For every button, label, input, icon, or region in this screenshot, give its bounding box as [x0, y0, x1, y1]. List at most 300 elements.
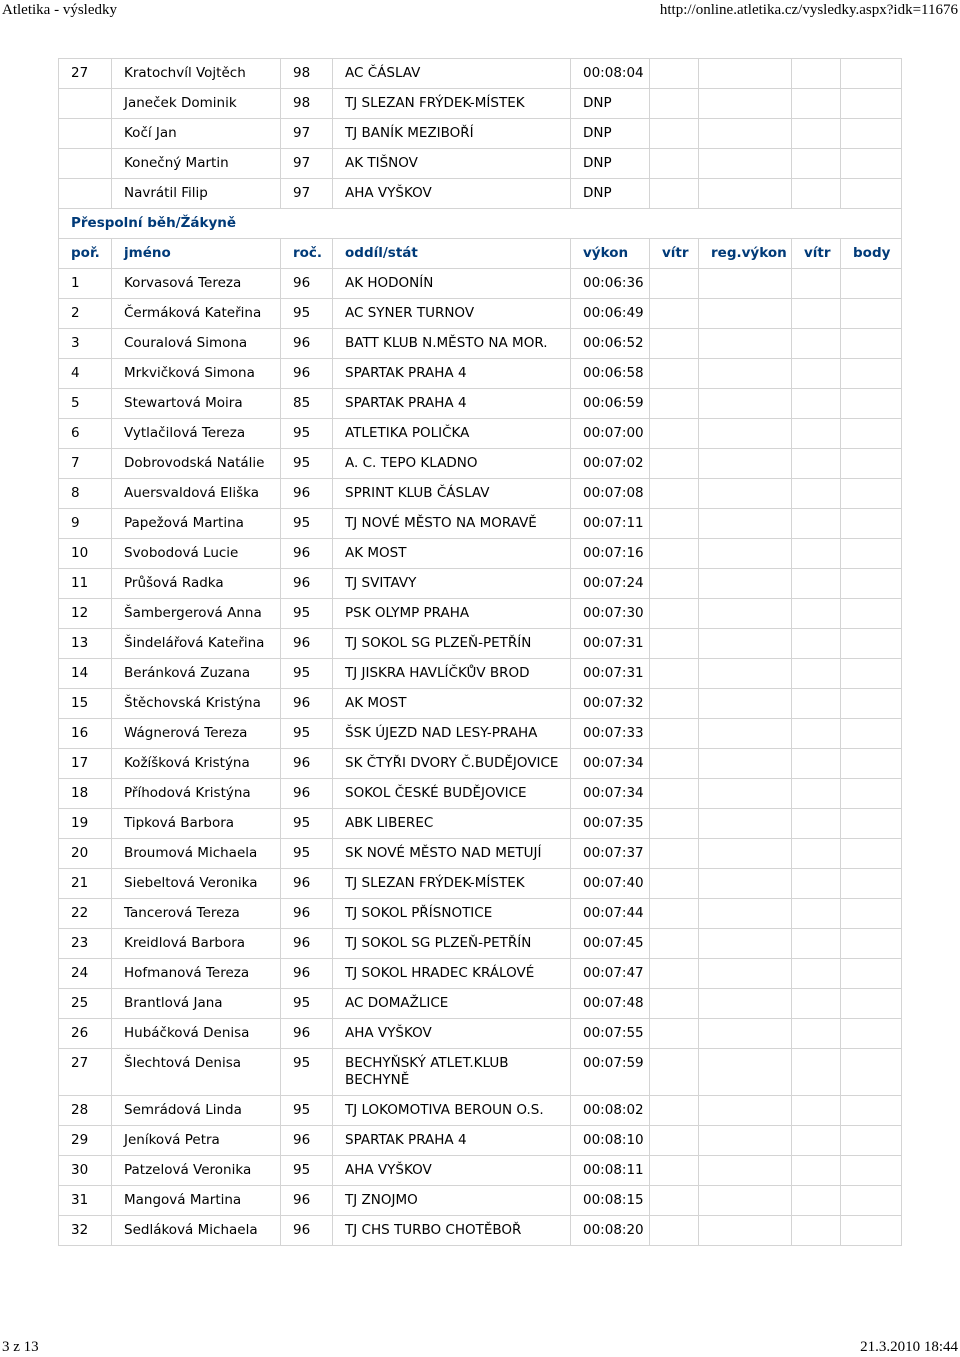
- cell-year: 96: [281, 629, 333, 659]
- table-row: [59, 779, 902, 809]
- cell-reg-result: [699, 659, 792, 689]
- cell-wind: [650, 1216, 699, 1246]
- table-row: [59, 689, 902, 719]
- page-title: Atletika - výsledky: [2, 2, 117, 18]
- cell-year: 95: [281, 719, 333, 749]
- cell-reg-wind: [792, 749, 841, 779]
- cell-points: [841, 119, 902, 149]
- cell-year: 96: [281, 1216, 333, 1246]
- table-row: [59, 119, 902, 149]
- cell-wind: [650, 119, 699, 149]
- cell-rank: 5: [59, 389, 112, 419]
- cell-year: 95: [281, 809, 333, 839]
- cell-reg-wind: [792, 299, 841, 329]
- cell-year: 97: [281, 149, 333, 179]
- cell-reg-wind: [792, 449, 841, 479]
- cell-club: TJ CHS TURBO CHOTĚBOŘ: [333, 1216, 571, 1246]
- cell-year: 96: [281, 359, 333, 389]
- cell-points: [841, 839, 902, 869]
- cell-wind: [650, 149, 699, 179]
- cell-wind: [650, 389, 699, 419]
- cell-reg-wind: [792, 929, 841, 959]
- cell-result: DNP: [571, 119, 650, 149]
- cell-club: AC SYNER TURNOV: [333, 299, 571, 329]
- cell-rank: 3: [59, 329, 112, 359]
- cell-points: [841, 929, 902, 959]
- cell-reg-wind: [792, 1049, 841, 1096]
- table-row: [59, 809, 902, 839]
- table-row: [59, 449, 902, 479]
- cell-reg-wind: [792, 59, 841, 89]
- cell-result: 00:06:58: [571, 359, 650, 389]
- cell-result: 00:06:49: [571, 299, 650, 329]
- cell-result: 00:07:48: [571, 989, 650, 1019]
- cell-reg-wind: [792, 1216, 841, 1246]
- cell-year: 96: [281, 539, 333, 569]
- cell-reg-wind: [792, 419, 841, 449]
- table-row: [59, 1156, 902, 1186]
- cell-reg-wind: [792, 1019, 841, 1049]
- cell-club: TJ NOVÉ MĚSTO NA MORAVĚ: [333, 509, 571, 539]
- cell-reg-result: [699, 1216, 792, 1246]
- cell-points: [841, 719, 902, 749]
- cell-reg-wind: [792, 719, 841, 749]
- cell-name: Tancerová Tereza: [112, 899, 281, 929]
- cell-reg-wind: [792, 779, 841, 809]
- cell-name: Navrátil Filip: [112, 179, 281, 209]
- cell-wind: [650, 299, 699, 329]
- table-row: [59, 989, 902, 1019]
- cell-reg-wind: [792, 89, 841, 119]
- cell-result: 00:07:33: [571, 719, 650, 749]
- cell-club: AHA VYŠKOV: [333, 1019, 571, 1049]
- cell-reg-result: [699, 179, 792, 209]
- cell-result: 00:07:00: [571, 419, 650, 449]
- cell-reg-result: [699, 1156, 792, 1186]
- cell-wind: [650, 479, 699, 509]
- table-row: [59, 479, 902, 509]
- cell-club: AK MOST: [333, 689, 571, 719]
- cell-year: 95: [281, 989, 333, 1019]
- cell-rank: 20: [59, 839, 112, 869]
- table-row: [59, 1186, 902, 1216]
- cell-result: 00:07:34: [571, 779, 650, 809]
- cell-points: [841, 1186, 902, 1216]
- table-row: [59, 419, 902, 449]
- cell-name: Svobodová Lucie: [112, 539, 281, 569]
- cell-club: PSK OLYMP PRAHA: [333, 599, 571, 629]
- cell-rank: 28: [59, 1096, 112, 1126]
- cell-club: AK TIŠNOV: [333, 149, 571, 179]
- cell-reg-result: [699, 809, 792, 839]
- cell-name: Hofmanová Tereza: [112, 959, 281, 989]
- column-header-row: [59, 239, 902, 269]
- cell-wind: [650, 749, 699, 779]
- cell-reg-result: [699, 89, 792, 119]
- cell-points: [841, 329, 902, 359]
- cell-reg-result: [699, 1096, 792, 1126]
- cell-rank: [59, 179, 112, 209]
- table-row: [59, 839, 902, 869]
- cell-result: 00:07:45: [571, 929, 650, 959]
- cell-rank: 19: [59, 809, 112, 839]
- cell-club: TJ SOKOL SG PLZEŇ-PETŘÍN: [333, 629, 571, 659]
- cell-name: Průšová Radka: [112, 569, 281, 599]
- cell-points: [841, 899, 902, 929]
- cell-year: 95: [281, 659, 333, 689]
- cell-club: SOKOL ČESKÉ BUDĚJOVICE: [333, 779, 571, 809]
- cell-points: [841, 749, 902, 779]
- cell-reg-result: [699, 1186, 792, 1216]
- cell-reg-result: [699, 959, 792, 989]
- table-row: [59, 89, 902, 119]
- cell-year: 85: [281, 389, 333, 419]
- col-result: výkon: [571, 239, 650, 269]
- cell-name: Konečný Martin: [112, 149, 281, 179]
- cell-club: AK HODONÍN: [333, 269, 571, 299]
- cell-year: 95: [281, 1049, 333, 1096]
- cell-reg-wind: [792, 1096, 841, 1126]
- cell-wind: [650, 539, 699, 569]
- page-header: [0, 0, 960, 20]
- cell-year: 96: [281, 479, 333, 509]
- cell-result: 00:07:35: [571, 809, 650, 839]
- cell-reg-wind: [792, 539, 841, 569]
- cell-year: 95: [281, 299, 333, 329]
- table-row: [59, 1096, 902, 1126]
- cell-wind: [650, 629, 699, 659]
- cell-reg-result: [699, 269, 792, 299]
- cell-points: [841, 869, 902, 899]
- cell-result: 00:07:55: [571, 1019, 650, 1049]
- cell-reg-wind: [792, 179, 841, 209]
- cell-name: Šambergerová Anna: [112, 599, 281, 629]
- cell-year: 95: [281, 449, 333, 479]
- cell-reg-result: [699, 929, 792, 959]
- cell-name: Kratochvíl Vojtěch: [112, 59, 281, 89]
- cell-name: Sedláková Michaela: [112, 1216, 281, 1246]
- cell-result: 00:06:36: [571, 269, 650, 299]
- cell-club: ATLETIKA POLIČKA: [333, 419, 571, 449]
- cell-year: 95: [281, 1096, 333, 1126]
- section-header: [59, 209, 902, 269]
- cell-wind: [650, 89, 699, 119]
- cell-points: [841, 779, 902, 809]
- cell-club: TJ SOKOL HRADEC KRÁLOVÉ: [333, 959, 571, 989]
- cell-reg-wind: [792, 509, 841, 539]
- cell-points: [841, 509, 902, 539]
- cell-wind: [650, 1156, 699, 1186]
- table-row: [59, 1126, 902, 1156]
- cell-club: SPARTAK PRAHA 4: [333, 359, 571, 389]
- cell-rank: 11: [59, 569, 112, 599]
- cell-reg-result: [699, 419, 792, 449]
- cell-reg-wind: [792, 479, 841, 509]
- cell-reg-result: [699, 59, 792, 89]
- cell-reg-result: [699, 149, 792, 179]
- cell-name: Kožíšková Kristýna: [112, 749, 281, 779]
- cell-reg-wind: [792, 389, 841, 419]
- cell-result: 00:07:32: [571, 689, 650, 719]
- cell-wind: [650, 599, 699, 629]
- cell-reg-wind: [792, 809, 841, 839]
- cell-name: Janeček Dominik: [112, 89, 281, 119]
- cell-wind: [650, 449, 699, 479]
- print-datetime: 21.3.2010 18:44: [860, 1339, 958, 1355]
- cell-reg-result: [699, 599, 792, 629]
- cell-year: 95: [281, 419, 333, 449]
- cell-rank: 2: [59, 299, 112, 329]
- cell-reg-result: [699, 1049, 792, 1096]
- cell-club: ABK LIBEREC: [333, 809, 571, 839]
- cell-rank: 23: [59, 929, 112, 959]
- cell-result: 00:07:47: [571, 959, 650, 989]
- cell-result: 00:07:11: [571, 509, 650, 539]
- cell-points: [841, 1049, 902, 1096]
- cell-reg-wind: [792, 149, 841, 179]
- cell-reg-result: [699, 719, 792, 749]
- cell-club: SPARTAK PRAHA 4: [333, 389, 571, 419]
- cell-result: DNP: [571, 179, 650, 209]
- cell-name: Dobrovodská Natálie: [112, 449, 281, 479]
- col-points: body: [841, 239, 902, 269]
- cell-rank: 26: [59, 1019, 112, 1049]
- cell-club: TJ ZNOJMO: [333, 1186, 571, 1216]
- cell-points: [841, 419, 902, 449]
- cell-reg-result: [699, 629, 792, 659]
- table-row: [59, 299, 902, 329]
- cell-points: [841, 809, 902, 839]
- cell-points: [841, 1096, 902, 1126]
- cell-rank: 30: [59, 1156, 112, 1186]
- cell-points: [841, 1216, 902, 1246]
- cell-reg-result: [699, 749, 792, 779]
- cell-result: 00:07:24: [571, 569, 650, 599]
- cell-reg-result: [699, 119, 792, 149]
- cell-name: Broumová Michaela: [112, 839, 281, 869]
- cell-reg-result: [699, 839, 792, 869]
- cell-reg-result: [699, 509, 792, 539]
- table-row: [59, 599, 902, 629]
- cell-reg-wind: [792, 839, 841, 869]
- cell-club: TJ SOKOL PŘÍSNOTICE: [333, 899, 571, 929]
- cell-points: [841, 989, 902, 1019]
- cell-wind: [650, 869, 699, 899]
- cell-name: Brantlová Jana: [112, 989, 281, 1019]
- cell-wind: [650, 719, 699, 749]
- cell-points: [841, 149, 902, 179]
- table-row: [59, 959, 902, 989]
- table-row: [59, 389, 902, 419]
- cell-rank: [59, 119, 112, 149]
- page-footer: [0, 1337, 960, 1357]
- cell-year: 96: [281, 269, 333, 299]
- cell-points: [841, 569, 902, 599]
- cell-wind: [650, 329, 699, 359]
- cell-name: Beránková Zuzana: [112, 659, 281, 689]
- cell-year: 96: [281, 1126, 333, 1156]
- results-table: [58, 58, 902, 1246]
- cell-rank: 15: [59, 689, 112, 719]
- cell-club: TJ BANÍK MEZIBOŘÍ: [333, 119, 571, 149]
- cell-result: 00:07:31: [571, 629, 650, 659]
- table-row: [59, 179, 902, 209]
- previous-category-rows: [59, 59, 902, 209]
- cell-year: 96: [281, 749, 333, 779]
- cell-reg-result: [699, 479, 792, 509]
- cell-points: [841, 629, 902, 659]
- cell-reg-result: [699, 539, 792, 569]
- cell-points: [841, 179, 902, 209]
- cell-rank: 25: [59, 989, 112, 1019]
- cell-result: 00:08:11: [571, 1156, 650, 1186]
- table-row: [59, 1019, 902, 1049]
- cell-reg-result: [699, 869, 792, 899]
- cell-result: DNP: [571, 149, 650, 179]
- cell-year: 95: [281, 1156, 333, 1186]
- cell-result: DNP: [571, 89, 650, 119]
- cell-result: 00:07:34: [571, 749, 650, 779]
- cell-reg-result: [699, 779, 792, 809]
- cell-rank: 4: [59, 359, 112, 389]
- cell-reg-wind: [792, 1186, 841, 1216]
- cell-club: TJ SLEZAN FRÝDEK-MÍSTEK: [333, 89, 571, 119]
- cell-year: 95: [281, 509, 333, 539]
- cell-points: [841, 659, 902, 689]
- cell-rank: 21: [59, 869, 112, 899]
- page-url: http://online.atletika.cz/vysledky.aspx?idk=11676: [659, 2, 958, 18]
- cell-wind: [650, 959, 699, 989]
- cell-reg-wind: [792, 689, 841, 719]
- cell-result: 00:08:15: [571, 1186, 650, 1216]
- cell-rank: 29: [59, 1126, 112, 1156]
- cell-result: 00:07:37: [571, 839, 650, 869]
- cell-rank: 13: [59, 629, 112, 659]
- cell-result: 00:07:30: [571, 599, 650, 629]
- col-wind: vítr: [650, 239, 699, 269]
- cell-wind: [650, 929, 699, 959]
- cell-club: TJ LOKOMOTIVA BEROUN O.S.: [333, 1096, 571, 1126]
- cell-wind: [650, 989, 699, 1019]
- cell-reg-wind: [792, 569, 841, 599]
- cell-name: Kočí Jan: [112, 119, 281, 149]
- cell-name: Vytlačilová Tereza: [112, 419, 281, 449]
- cell-rank: 32: [59, 1216, 112, 1246]
- cell-rank: 31: [59, 1186, 112, 1216]
- cell-year: 96: [281, 869, 333, 899]
- cell-wind: [650, 839, 699, 869]
- col-rank: poř.: [59, 239, 112, 269]
- cell-wind: [650, 419, 699, 449]
- cell-points: [841, 299, 902, 329]
- cell-reg-wind: [792, 899, 841, 929]
- cell-rank: 16: [59, 719, 112, 749]
- cell-reg-result: [699, 299, 792, 329]
- cell-result: 00:08:20: [571, 1216, 650, 1246]
- cell-club: ŠSK ÚJEZD NAD LESY-PRAHA: [333, 719, 571, 749]
- cell-wind: [650, 509, 699, 539]
- table-row: [59, 1216, 902, 1246]
- cell-club: TJ JISKRA HAVLÍČKŮV BROD: [333, 659, 571, 689]
- cell-reg-wind: [792, 629, 841, 659]
- cell-rank: 18: [59, 779, 112, 809]
- cell-points: [841, 1019, 902, 1049]
- cell-club: TJ SVITAVY: [333, 569, 571, 599]
- cell-wind: [650, 269, 699, 299]
- cell-result: 00:07:02: [571, 449, 650, 479]
- cell-rank: 7: [59, 449, 112, 479]
- cell-result: 00:07:40: [571, 869, 650, 899]
- cell-wind: [650, 359, 699, 389]
- cell-year: 97: [281, 119, 333, 149]
- cell-reg-wind: [792, 599, 841, 629]
- cell-reg-result: [699, 359, 792, 389]
- cell-rank: [59, 89, 112, 119]
- cell-club: AHA VYŠKOV: [333, 1156, 571, 1186]
- cell-points: [841, 689, 902, 719]
- table-row: [59, 539, 902, 569]
- cell-reg-result: [699, 1019, 792, 1049]
- cell-rank: 6: [59, 419, 112, 449]
- cell-name: Šlechtová Denisa: [112, 1049, 281, 1096]
- page-number: 3 z 13: [2, 1339, 39, 1355]
- cell-name: Mangová Martina: [112, 1186, 281, 1216]
- cell-club: TJ SLEZAN FRÝDEK-MÍSTEK: [333, 869, 571, 899]
- cell-reg-result: [699, 329, 792, 359]
- cell-rank: 27: [59, 59, 112, 89]
- cell-reg-wind: [792, 269, 841, 299]
- cell-result: 00:08:04: [571, 59, 650, 89]
- cell-year: 96: [281, 569, 333, 599]
- cell-result: 00:06:52: [571, 329, 650, 359]
- cell-name: Hubáčková Denisa: [112, 1019, 281, 1049]
- cell-reg-wind: [792, 359, 841, 389]
- cell-points: [841, 449, 902, 479]
- cell-name: Semrádová Linda: [112, 1096, 281, 1126]
- table-row: [59, 929, 902, 959]
- cell-club: BATT KLUB N.MĚSTO NA MOR.: [333, 329, 571, 359]
- cell-wind: [650, 1049, 699, 1096]
- cell-year: 96: [281, 899, 333, 929]
- cell-wind: [650, 179, 699, 209]
- cell-result: 00:08:02: [571, 1096, 650, 1126]
- cell-points: [841, 1126, 902, 1156]
- cell-result: 00:07:59: [571, 1049, 650, 1096]
- cell-rank: 27: [59, 1049, 112, 1096]
- cell-name: Auersvaldová Eliška: [112, 479, 281, 509]
- cell-rank: 14: [59, 659, 112, 689]
- cell-result: 00:06:59: [571, 389, 650, 419]
- cell-reg-result: [699, 899, 792, 929]
- cell-name: Kreidlová Barbora: [112, 929, 281, 959]
- cell-wind: [650, 779, 699, 809]
- cell-result: 00:07:16: [571, 539, 650, 569]
- cell-name: Mrkvičková Simona: [112, 359, 281, 389]
- cell-club: BECHYŇSKÝ ATLET.KLUB BECHYNĚ: [333, 1049, 571, 1096]
- cell-year: 96: [281, 329, 333, 359]
- cell-name: Patzelová Veronika: [112, 1156, 281, 1186]
- cell-club: SK NOVÉ MĚSTO NAD METUJÍ: [333, 839, 571, 869]
- cell-rank: 17: [59, 749, 112, 779]
- cell-wind: [650, 569, 699, 599]
- cell-year: 98: [281, 59, 333, 89]
- table-row: [59, 629, 902, 659]
- table-row: [59, 359, 902, 389]
- cell-name: Tipková Barbora: [112, 809, 281, 839]
- cell-wind: [650, 59, 699, 89]
- col-name: jméno: [112, 239, 281, 269]
- table-row: [59, 1049, 902, 1096]
